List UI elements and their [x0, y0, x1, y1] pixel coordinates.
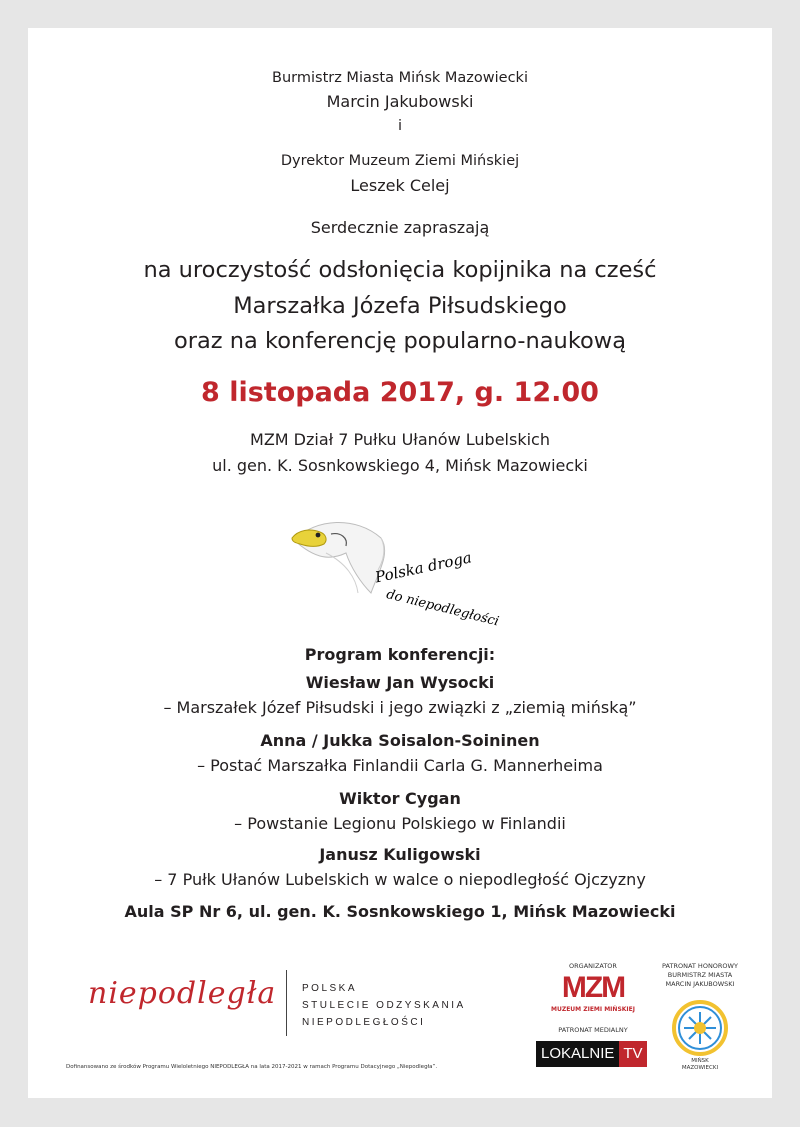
- invitation-sheet: [28, 28, 772, 1098]
- mayor-title: Burmistrz Miasta Mińsk Mazowiecki: [272, 70, 528, 86]
- topic-2: – Postać Marszałka Finlandii Carla G. Mannerheima: [197, 756, 603, 775]
- speaker-4: Janusz Kuligowski: [319, 845, 481, 864]
- niepodlegla-logo: niepodległa: [88, 976, 277, 1011]
- speaker-1: Wiesław Jan Wysocki: [305, 673, 495, 692]
- minsk-logo-line-1: MIŃSK: [691, 1058, 709, 1064]
- venue-line-1: MZM Dział 7 Pułku Ułanów Lubelskich: [250, 430, 550, 449]
- stulecie-text: [302, 980, 466, 1031]
- title-line-1: na uroczystość odsłonięcia kopijnika na cześć: [143, 257, 657, 283]
- lokalnie-tv-logo: [536, 1041, 647, 1067]
- mayor-name: Marcin Jakubowski: [326, 92, 474, 111]
- patronat-honorowy-line-3: MARCIN JAKUBOWSKI: [665, 980, 735, 988]
- logo-divider: [286, 970, 287, 1036]
- stulecie-line-2: STULECIE ODZYSKANIA: [302, 1000, 466, 1011]
- organizator-label: ORGANIZATOR: [569, 962, 617, 970]
- lokalnie-text: LOKALNIE: [536, 1041, 619, 1067]
- title-line-3: oraz na konferencję popularno-naukową: [174, 328, 626, 354]
- mzm-subtitle: MUZEUM ZIEMI MIŃSKIEJ: [551, 1006, 635, 1013]
- event-date: 8 listopada 2017, g. 12.00: [201, 377, 599, 408]
- invite-text: Serdecznie zapraszają: [310, 218, 490, 237]
- conference-venue: Aula SP Nr 6, ul. gen. K. Sosnkowskiego 1, Mińsk Mazowiecki: [124, 902, 676, 921]
- speaker-2: Anna / Jukka Soisalon-Soininen: [260, 731, 540, 750]
- title-line-2: Marszałka Józefa Piłsudskiego: [233, 293, 567, 319]
- stulecie-line-1: POLSKA: [302, 983, 358, 994]
- conjunction: i: [397, 118, 403, 134]
- eagle-icon: [286, 498, 516, 628]
- emblem-text-1: Polska droga: [373, 548, 474, 587]
- minsk-emblem: [670, 998, 730, 1058]
- patronat-honorowy-line-1: PATRONAT HONOROWY: [662, 962, 738, 970]
- program-heading: Program konferencji:: [304, 645, 496, 664]
- emblem-text-2: do niepodległości: [384, 587, 501, 628]
- director-title: Dyrektor Muzeum Ziemi Mińskiej: [280, 153, 520, 169]
- topic-4: – 7 Pułk Ułanów Lubelskich w walce o niepodległość Ojczyzny: [154, 870, 646, 889]
- patronat-honorowy-line-2: BURMISTRZ MIASTA: [667, 971, 733, 979]
- topic-1: – Marszałek Józef Piłsudski i jego związki z „ziemią mińską”: [163, 698, 637, 717]
- minsk-logo-text: [640, 1058, 760, 1072]
- funding-note: Dofinansowano ze środków Programu Wieloletniego NIEPODLEGŁA na lata 2017-2021 w ramach Programu Dotacyjnego „Niepodległa”.: [66, 1064, 438, 1070]
- speaker-3: Wiktor Cygan: [339, 789, 461, 808]
- tv-text: TV: [619, 1041, 646, 1067]
- stulecie-line-3: NIEPODLEGŁOŚCI: [302, 1017, 426, 1028]
- eagle-emblem: [286, 498, 516, 628]
- patronat-honorowy: [640, 962, 760, 989]
- topic-3: – Powstanie Legionu Polskiego w Finlandii: [234, 814, 566, 833]
- venue-line-2: ul. gen. K. Sosnkowskiego 4, Mińsk Mazowiecki: [212, 456, 588, 475]
- mzm-logo: MZM: [561, 971, 625, 1004]
- minsk-logo-line-2: MAZOWIECKI: [681, 1065, 719, 1071]
- director-name: Leszek Celej: [350, 176, 450, 195]
- sun-icon: [670, 998, 730, 1058]
- patronat-medialny-label: PATRONAT MEDIALNY: [558, 1026, 628, 1034]
